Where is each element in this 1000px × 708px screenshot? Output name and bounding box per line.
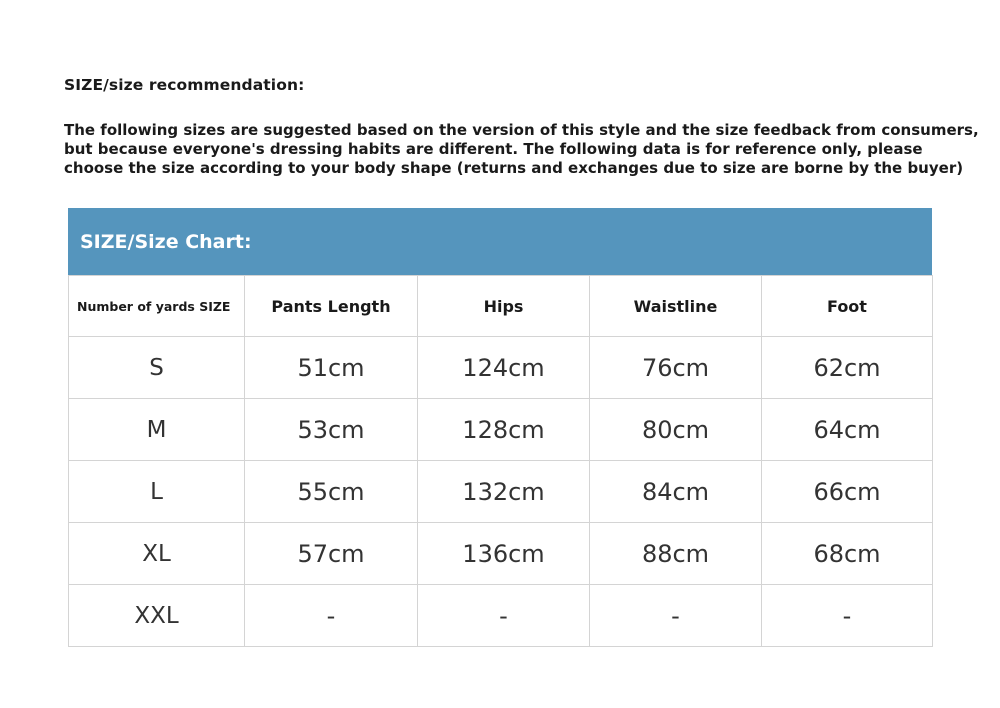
column-header-foot: Foot [762,276,933,337]
size-cell: XL [69,523,245,585]
hips-cell: 124cm [418,337,590,399]
waistline-cell: 80cm [590,399,762,461]
size-chart-title: SIZE/Size Chart: [68,208,932,275]
pants-length-cell: 55cm [245,461,418,523]
table-row [69,337,933,399]
foot-cell: 62cm [762,337,933,399]
table-row [69,461,933,523]
column-header-pants-length: Pants Length [245,276,418,337]
foot-cell: 64cm [762,399,933,461]
waistline-cell: - [590,585,762,647]
page-heading: SIZE/size recommendation: [64,76,305,94]
column-header-waistline: Waistline [590,276,762,337]
size-cell: XXL [69,585,245,647]
size-cell: L [69,461,245,523]
waistline-cell: 84cm [590,461,762,523]
table-row [69,399,933,461]
foot-cell: - [762,585,933,647]
pants-length-cell: - [245,585,418,647]
intro-paragraph [64,121,979,178]
pants-length-cell: 57cm [245,523,418,585]
intro-line: choose the size according to your body shape (returns and exchanges due to size are borne by the buyer) [64,159,964,177]
size-cell: S [69,337,245,399]
table-row [69,585,933,647]
intro-line: but because everyone's dressing habits are different. The following data is for reference only, please [64,140,923,158]
foot-cell: 66cm [762,461,933,523]
pants-length-cell: 53cm [245,399,418,461]
hips-cell: 132cm [418,461,590,523]
waistline-cell: 88cm [590,523,762,585]
hips-cell: 136cm [418,523,590,585]
pants-length-cell: 51cm [245,337,418,399]
column-header-hips: Hips [418,276,590,337]
column-header-size: Number of yards SIZE [69,276,245,337]
size-cell: M [69,399,245,461]
waistline-cell: 76cm [590,337,762,399]
hips-cell: 128cm [418,399,590,461]
hips-cell: - [418,585,590,647]
table-row [69,523,933,585]
table-header-row [69,276,933,337]
size-chart [68,208,932,647]
foot-cell: 68cm [762,523,933,585]
size-table [68,275,933,647]
intro-line: The following sizes are suggested based on the version of this style and the size feedback from consumers, [64,121,979,139]
